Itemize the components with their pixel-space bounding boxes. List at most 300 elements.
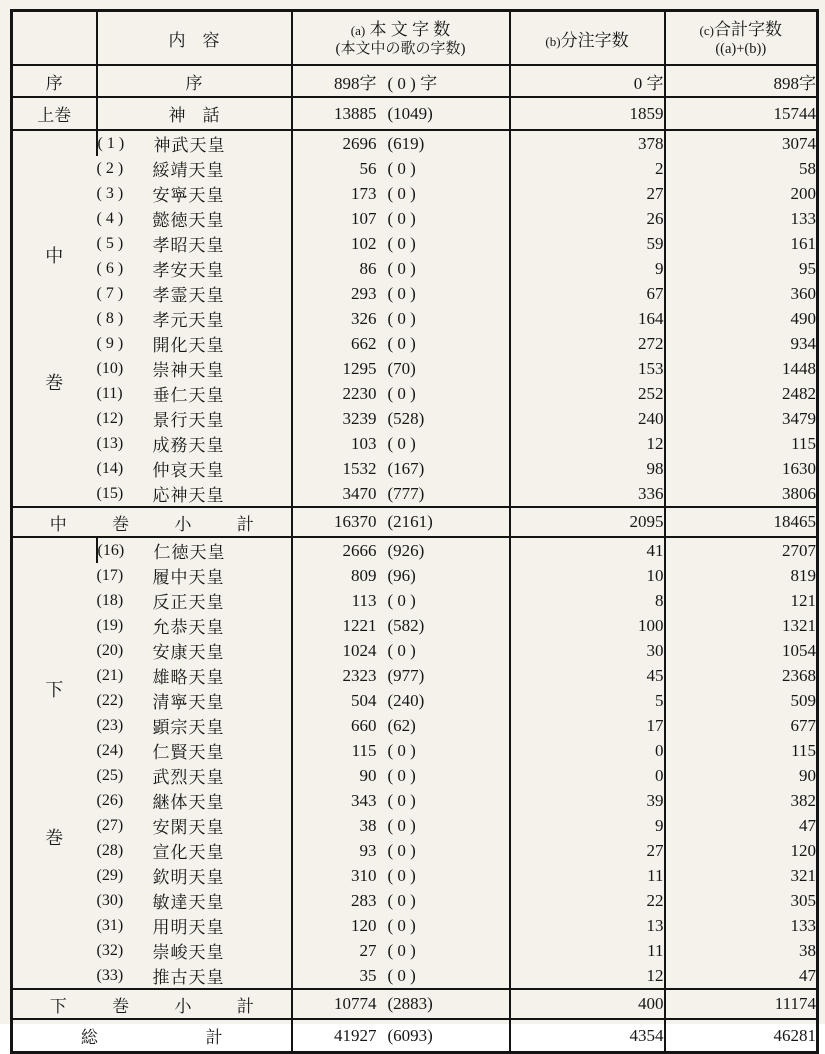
header-annotation-count — [510, 11, 665, 66]
annotation-count-cell: 1859 — [510, 97, 665, 130]
total-count-cell: 1630 — [665, 456, 818, 481]
total-count-cell: 934 — [665, 331, 818, 356]
emperor-number: (13) — [96, 434, 124, 452]
emperor-name-cell — [97, 788, 292, 813]
header-a-prefix: (a) — [350, 22, 366, 38]
emperor-number: ( 9 ) — [96, 334, 124, 352]
emperor-row — [12, 130, 818, 156]
emperor-row — [12, 763, 818, 788]
label-char: 計 — [205, 1028, 223, 1047]
total-count-cell: 95 — [665, 256, 818, 281]
emperor-row — [12, 788, 818, 813]
emperor-number: (21) — [96, 666, 124, 684]
kojiki-character-count-table — [10, 9, 819, 1054]
emperor-name: 仁賢天皇 — [152, 743, 225, 762]
label-char: 下 — [49, 996, 67, 1016]
song-count: ( 0 ) 字 — [387, 73, 438, 93]
total-count-cell: 47 — [665, 813, 818, 838]
main-count: 660 — [351, 715, 377, 735]
annotation-count-cell: 240 — [510, 406, 665, 431]
annotation-count-cell: 378 — [510, 130, 665, 156]
total-count-cell: 677 — [665, 713, 818, 738]
main-text-count-cell — [292, 1019, 510, 1053]
total-count-cell: 115 — [665, 738, 818, 763]
emperor-name-cell — [97, 588, 292, 613]
main-count: 115 — [351, 740, 377, 760]
total-count-cell: 819 — [665, 563, 818, 588]
main-count: 2666 — [342, 540, 377, 560]
header-total-count — [665, 11, 818, 66]
annotation-count-cell: 11 — [510, 863, 665, 888]
emperor-row — [12, 938, 818, 963]
total-count-cell: 115 — [665, 431, 818, 456]
annotation-count-cell: 45 — [510, 663, 665, 688]
emperor-name-cell — [97, 406, 292, 431]
table-header-row — [12, 11, 818, 66]
emperor-number: (16) — [97, 541, 125, 559]
emperor-name: 綏靖天皇 — [152, 161, 225, 180]
emperor-name-cell — [97, 963, 292, 989]
content-label: 神 話 — [97, 97, 292, 130]
song-count: (6093) — [387, 1025, 433, 1045]
song-count: ( 0 ) — [387, 433, 416, 453]
emperor-row — [12, 231, 818, 256]
emperor-number: (28) — [96, 841, 124, 859]
emperor-number: (27) — [96, 816, 124, 834]
main-count: 113 — [351, 590, 377, 610]
grand-total-label — [12, 1019, 292, 1053]
main-text-count-cell — [292, 431, 510, 456]
volume-char: 下 — [45, 679, 64, 700]
main-text-count-cell — [292, 65, 510, 97]
main-text-count-cell — [292, 181, 510, 206]
main-text-count-cell — [292, 206, 510, 231]
main-text-count-cell — [292, 913, 510, 938]
annotation-count-cell: 41 — [510, 537, 665, 563]
emperor-row — [12, 688, 818, 713]
emperor-row — [12, 406, 818, 431]
total-count-cell: 321 — [665, 863, 818, 888]
main-count: 1295 — [342, 358, 377, 378]
annotation-count-cell: 12 — [510, 431, 665, 456]
emperor-name-cell — [97, 181, 292, 206]
main-text-count-cell — [292, 888, 510, 913]
annotation-count-cell: 10 — [510, 563, 665, 588]
emperor-name: 垂仁天皇 — [152, 386, 225, 405]
emperor-number: (17) — [96, 566, 124, 584]
emperor-name: 用明天皇 — [152, 918, 225, 937]
song-count: (582) — [387, 615, 425, 635]
header-a-subtitle: (本文中の歌の字数) — [335, 40, 466, 57]
header-a-title: 本 文 字 数 — [369, 19, 451, 39]
annotation-count-cell: 400 — [510, 989, 665, 1019]
main-text-count-cell — [292, 763, 510, 788]
main-count: 16370 — [334, 512, 377, 531]
emperor-row — [12, 456, 818, 481]
annotation-count-cell: 2095 — [510, 507, 665, 537]
emperor-row — [12, 356, 818, 381]
main-count: 662 — [351, 333, 377, 353]
song-count: ( 0 ) — [387, 333, 416, 353]
emperor-name-cell — [97, 713, 292, 738]
emperor-number: (22) — [96, 691, 124, 709]
emperor-name: 孝元天皇 — [152, 311, 225, 330]
song-count: (2883) — [387, 994, 433, 1013]
header-c-prefix: (c) — [699, 23, 714, 38]
emperor-name: 雄略天皇 — [152, 668, 225, 687]
emperor-number: (23) — [96, 716, 124, 734]
annotation-count-cell: 0 字 — [510, 65, 665, 97]
emperor-number: ( 3 ) — [96, 184, 124, 202]
song-count: (2161) — [387, 512, 433, 531]
total-count-cell: 161 — [665, 231, 818, 256]
emperor-row — [12, 156, 818, 181]
content-label: 序 — [97, 65, 292, 97]
emperor-name-cell — [97, 888, 292, 913]
emperor-row — [12, 613, 818, 638]
emperor-name: 成務天皇 — [152, 436, 225, 455]
emperor-name: 崇神天皇 — [152, 361, 225, 380]
song-count: ( 0 ) — [387, 308, 416, 328]
header-blank-cell — [12, 11, 97, 66]
emperor-number: (20) — [96, 641, 124, 659]
total-count-cell: 133 — [665, 206, 818, 231]
main-text-count-cell — [292, 989, 510, 1019]
annotation-count-cell: 67 — [510, 281, 665, 306]
volume-char: 巻 — [45, 373, 64, 394]
volume-label — [12, 537, 97, 989]
main-text-count-cell — [292, 306, 510, 331]
lower-subtotal-row — [12, 989, 818, 1019]
annotation-count-cell: 8 — [510, 588, 665, 613]
song-count: ( 0 ) — [387, 233, 416, 253]
emperor-number: (12) — [96, 409, 124, 427]
main-text-count-cell — [292, 456, 510, 481]
annotation-count-cell: 39 — [510, 788, 665, 813]
emperor-number: (29) — [96, 866, 124, 884]
volume-char: 巻 — [45, 828, 64, 849]
total-count-cell: 3806 — [665, 481, 818, 507]
total-count-cell: 46281 — [665, 1019, 818, 1053]
volume-char: 中 — [45, 245, 64, 266]
total-count-cell: 305 — [665, 888, 818, 913]
emperor-name-cell — [97, 738, 292, 763]
header-b-title: 分注字数 — [560, 30, 629, 50]
label-char: 巻 — [112, 996, 130, 1016]
emperor-row — [12, 381, 818, 406]
emperor-name: 景行天皇 — [152, 411, 225, 430]
main-count: 86 — [359, 258, 377, 278]
emperor-number: ( 5 ) — [96, 234, 124, 252]
total-count-cell: 3074 — [665, 130, 818, 156]
main-text-count-cell — [292, 863, 510, 888]
main-text-count-cell — [292, 613, 510, 638]
emperor-name: 反正天皇 — [152, 593, 225, 612]
song-count: ( 0 ) — [387, 890, 416, 910]
song-count: ( 0 ) — [387, 640, 416, 660]
main-count: 3239 — [342, 408, 377, 428]
emperor-name: 孝霊天皇 — [152, 286, 225, 305]
label-char: 中 — [49, 514, 67, 534]
main-text-count-cell — [292, 406, 510, 431]
emperor-name-cell — [97, 356, 292, 381]
annotation-count-cell: 11 — [510, 938, 665, 963]
emperor-name-cell — [97, 256, 292, 281]
emperor-row — [12, 813, 818, 838]
main-text-count-cell — [292, 788, 510, 813]
emperor-name-cell — [97, 638, 292, 663]
emperor-name-cell — [97, 913, 292, 938]
emperor-number: ( 8 ) — [96, 309, 124, 327]
main-count: 343 — [351, 790, 377, 810]
song-count: ( 0 ) — [387, 865, 416, 885]
emperor-name-cell — [97, 381, 292, 406]
emperor-number: (14) — [96, 459, 124, 477]
main-text-count-cell — [292, 256, 510, 281]
emperor-row — [12, 913, 818, 938]
song-count: ( 0 ) — [387, 740, 416, 760]
annotation-count-cell: 13 — [510, 913, 665, 938]
song-count: ( 0 ) — [387, 283, 416, 303]
main-text-count-cell — [292, 713, 510, 738]
total-count-cell: 200 — [665, 181, 818, 206]
middle-subtotal-row — [12, 507, 818, 537]
total-count-cell: 2482 — [665, 381, 818, 406]
emperor-name: 宣化天皇 — [152, 843, 225, 862]
main-count: 1532 — [342, 458, 377, 478]
total-count-cell: 120 — [665, 838, 818, 863]
emperor-name: 清寧天皇 — [152, 693, 225, 712]
total-count-cell: 1054 — [665, 638, 818, 663]
song-count: (977) — [387, 665, 425, 685]
emperor-row — [12, 306, 818, 331]
main-count: 1221 — [342, 615, 377, 635]
emperor-name-cell — [97, 231, 292, 256]
annotation-count-cell: 17 — [510, 713, 665, 738]
kamiyo-row — [12, 97, 818, 130]
annotation-count-cell: 59 — [510, 231, 665, 256]
emperor-name: 推古天皇 — [152, 968, 225, 987]
main-count: 102 — [351, 233, 377, 253]
main-text-count-cell — [292, 130, 510, 156]
total-count-cell: 1321 — [665, 613, 818, 638]
header-content: 内 容 — [97, 11, 292, 66]
header-main-text-count — [292, 11, 510, 66]
volume-label: 序 — [12, 65, 97, 97]
total-count-cell: 1448 — [665, 356, 818, 381]
emperor-row — [12, 331, 818, 356]
emperor-number: (24) — [96, 741, 124, 759]
annotation-count-cell: 27 — [510, 181, 665, 206]
emperor-number: ( 2 ) — [96, 159, 124, 177]
song-count: (926) — [387, 540, 425, 560]
emperor-row — [12, 663, 818, 688]
emperor-name-cell — [97, 306, 292, 331]
main-count: 173 — [351, 183, 377, 203]
emperor-row — [12, 738, 818, 763]
main-text-count-cell — [292, 507, 510, 537]
emperor-number: ( 1 ) — [97, 134, 125, 152]
song-count: ( 0 ) — [387, 590, 416, 610]
song-count: ( 0 ) — [387, 915, 416, 935]
annotation-count-cell: 4354 — [510, 1019, 665, 1053]
emperor-row — [12, 863, 818, 888]
song-count: (167) — [387, 458, 425, 478]
emperor-row — [12, 963, 818, 989]
emperor-number: (19) — [96, 616, 124, 634]
main-text-count-cell — [292, 838, 510, 863]
song-count: ( 0 ) — [387, 940, 416, 960]
main-count: 3470 — [342, 483, 377, 503]
song-count: (70) — [387, 358, 416, 378]
annotation-count-cell: 0 — [510, 738, 665, 763]
emperor-number: (32) — [96, 941, 124, 959]
total-count-cell: 3479 — [665, 406, 818, 431]
emperor-name: 安康天皇 — [152, 643, 225, 662]
total-count-cell: 490 — [665, 306, 818, 331]
emperor-row — [12, 638, 818, 663]
emperor-number: (10) — [96, 359, 124, 377]
total-count-cell: 382 — [665, 788, 818, 813]
emperor-name: 仲哀天皇 — [152, 461, 225, 480]
main-count: 1024 — [342, 640, 377, 660]
emperor-row — [12, 888, 818, 913]
lower-volume-section — [12, 537, 818, 989]
main-count: 283 — [351, 890, 377, 910]
total-count-cell: 38 — [665, 938, 818, 963]
song-count: (528) — [387, 408, 425, 428]
emperor-name-cell — [97, 838, 292, 863]
total-count-cell: 11174 — [665, 989, 818, 1019]
main-text-count-cell — [292, 381, 510, 406]
emperor-name: 孝昭天皇 — [152, 236, 225, 255]
main-count: 326 — [351, 308, 377, 328]
label-char: 小 — [174, 996, 192, 1016]
subtotal-label — [12, 989, 292, 1019]
annotation-count-cell: 9 — [510, 813, 665, 838]
volume-label — [12, 130, 97, 507]
emperor-name-cell — [97, 156, 292, 181]
main-count: 310 — [351, 865, 377, 885]
emperor-row — [12, 713, 818, 738]
emperor-name-cell — [97, 206, 292, 231]
main-count: 103 — [351, 433, 377, 453]
annotation-count-cell: 30 — [510, 638, 665, 663]
emperor-name: 神武天皇 — [153, 136, 226, 155]
emperor-number: ( 4 ) — [96, 209, 124, 227]
header-c-title: 合計字数 — [713, 20, 782, 39]
emperor-number: (18) — [96, 591, 124, 609]
emperor-name: 允恭天皇 — [152, 618, 225, 637]
emperor-name: 仁徳天皇 — [153, 543, 226, 562]
preface-row — [12, 65, 818, 97]
label-char: 計 — [236, 996, 254, 1016]
song-count: ( 0 ) — [387, 815, 416, 835]
main-count: 809 — [351, 565, 377, 585]
main-text-count-cell — [292, 963, 510, 989]
label-char: 総 — [80, 1028, 98, 1047]
emperor-number: (15) — [96, 484, 124, 502]
main-text-count-cell — [292, 537, 510, 563]
main-text-count-cell — [292, 156, 510, 181]
total-count-cell: 2368 — [665, 663, 818, 688]
emperor-name: 開化天皇 — [152, 336, 225, 355]
annotation-count-cell: 26 — [510, 206, 665, 231]
main-count: 90 — [359, 765, 377, 785]
song-count: ( 0 ) — [387, 765, 416, 785]
total-count-cell: 2707 — [665, 537, 818, 563]
total-count-cell: 47 — [665, 963, 818, 989]
emperor-row — [12, 431, 818, 456]
label-char: 小 — [174, 514, 192, 534]
main-text-count-cell — [292, 481, 510, 507]
song-count: ( 0 ) — [387, 790, 416, 810]
emperor-number: (11) — [96, 384, 123, 402]
emperor-row — [12, 481, 818, 507]
emperor-number: ( 7 ) — [96, 284, 124, 302]
main-text-count-cell — [292, 738, 510, 763]
song-count: ( 0 ) — [387, 158, 416, 178]
song-count: ( 0 ) — [387, 208, 416, 228]
main-count: 2323 — [342, 665, 377, 685]
song-count: ( 0 ) — [387, 840, 416, 860]
total-count-cell: 58 — [665, 156, 818, 181]
song-count: (619) — [387, 133, 425, 153]
annotation-count-cell: 272 — [510, 331, 665, 356]
emperor-row — [12, 838, 818, 863]
emperor-name: 履中天皇 — [152, 568, 225, 587]
annotation-count-cell: 153 — [510, 356, 665, 381]
emperor-name-cell — [97, 688, 292, 713]
main-count: 13885 — [334, 103, 377, 123]
emperor-name-cell — [97, 130, 292, 156]
song-count: ( 0 ) — [387, 258, 416, 278]
annotation-count-cell: 22 — [510, 888, 665, 913]
emperor-name: 崇峻天皇 — [152, 943, 225, 962]
annotation-count-cell: 0 — [510, 763, 665, 788]
total-count-cell: 360 — [665, 281, 818, 306]
emperor-name: 懿徳天皇 — [152, 211, 225, 230]
emperor-name: 敏達天皇 — [152, 893, 225, 912]
annotation-count-cell: 5 — [510, 688, 665, 713]
annotation-count-cell: 12 — [510, 963, 665, 989]
main-text-count-cell — [292, 563, 510, 588]
main-count: 38 — [359, 815, 377, 835]
emperor-name-cell — [97, 613, 292, 638]
emperor-number: (31) — [96, 916, 124, 934]
emperor-row — [12, 281, 818, 306]
main-count: 120 — [351, 915, 377, 935]
annotation-count-cell: 9 — [510, 256, 665, 281]
emperor-name: 安閑天皇 — [152, 818, 225, 837]
main-count: 93 — [359, 840, 377, 860]
emperor-row — [12, 181, 818, 206]
emperor-name: 安寧天皇 — [152, 186, 225, 205]
main-count: 2696 — [342, 133, 377, 153]
emperor-name-cell — [97, 537, 292, 563]
emperor-name-cell — [97, 431, 292, 456]
song-count: (240) — [387, 690, 425, 710]
emperor-name-cell — [97, 456, 292, 481]
total-count-cell: 121 — [665, 588, 818, 613]
emperor-name-cell — [97, 331, 292, 356]
main-count: 41927 — [334, 1025, 377, 1045]
main-count: 10774 — [334, 994, 377, 1013]
emperor-name: 継体天皇 — [152, 793, 225, 812]
emperor-number: ( 6 ) — [96, 259, 124, 277]
main-text-count-cell — [292, 97, 510, 130]
emperor-name-cell — [97, 863, 292, 888]
